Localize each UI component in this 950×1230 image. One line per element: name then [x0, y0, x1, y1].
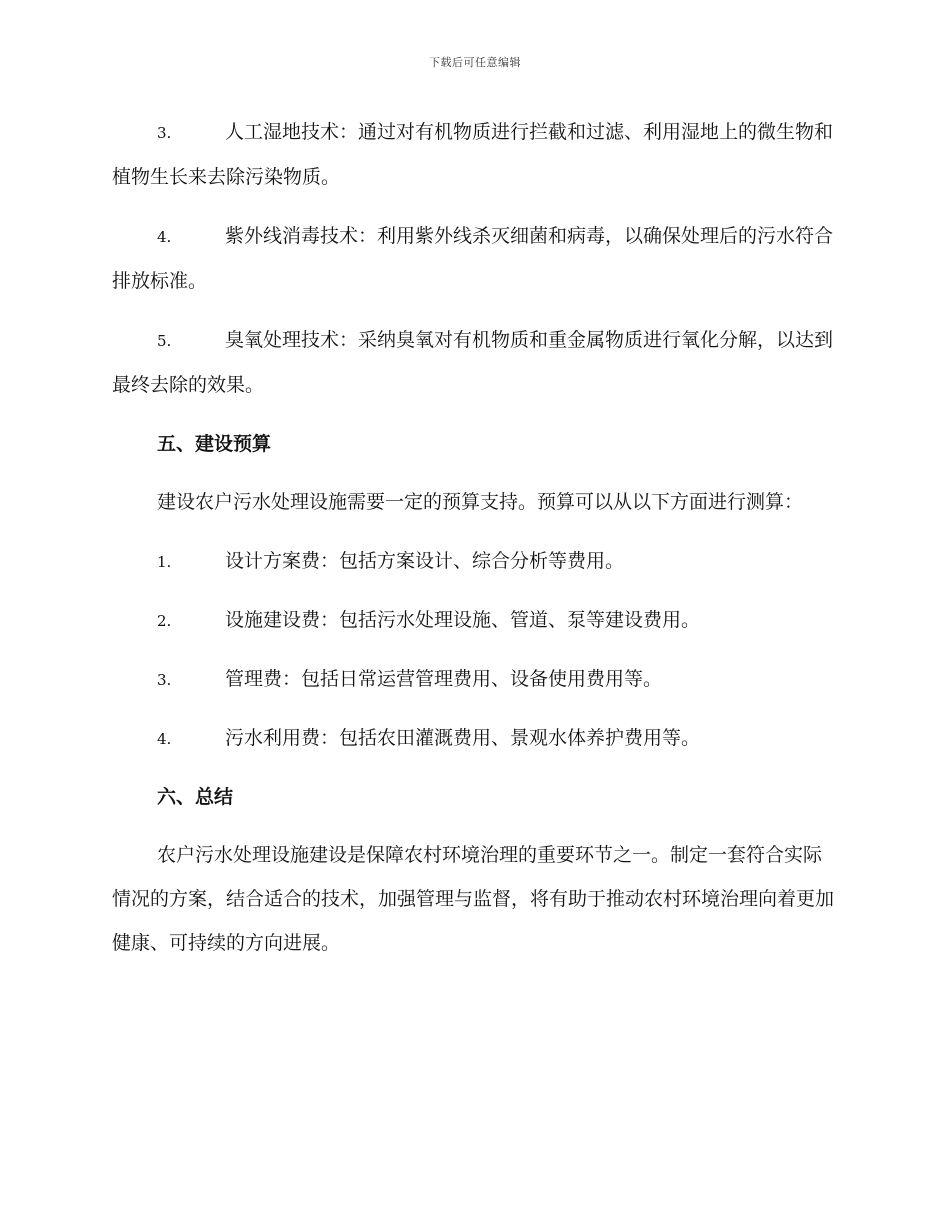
list-text: 臭氧处理技术：采纳臭氧对有机物质和重金属物质进行氧化分解，以达到最终去除的效果。 — [112, 329, 834, 396]
list-number: 3. — [157, 124, 172, 142]
list-item-tech-4 — [112, 214, 837, 303]
list-text: 设计方案费：包括方案设计、综合分析等费用。 — [225, 550, 625, 572]
list-number: 3. — [157, 671, 172, 689]
list-number: 4. — [157, 730, 172, 748]
section-heading-budget: 五、建设预算 — [157, 433, 272, 455]
list-number: 2. — [157, 612, 172, 630]
page-header: 下载后可任意编辑 — [429, 56, 521, 69]
list-item-budget-1 — [112, 539, 837, 584]
list-text: 人工湿地技术：通过对有机物质进行拦截和过滤、利用湿地上的微生物和植物生长来去除污染物质。 — [112, 121, 834, 188]
list-item-budget-4 — [112, 716, 837, 761]
list-item-budget-3 — [112, 657, 837, 702]
summary-paragraph: 农户污水处理设施建设是保障农村环境治理的重要环节之一。制定一套符合实际情况的方案，结合适合的技术，加强管理与监督，将有助于推动农村环境治理向着更加健康、可持续的方向进展。 — [112, 844, 835, 954]
list-item-budget-2 — [112, 598, 837, 643]
list-item-tech-3 — [112, 110, 837, 199]
list-text: 管理费：包括日常运营管理费用、设备使用费用等。 — [225, 668, 663, 690]
list-number: 1. — [157, 553, 172, 571]
list-item-tech-5 — [112, 318, 837, 407]
budget-intro-paragraph: 建设农户污水处理设施需要一定的预算支持。预算可以从以下方面进行测算： — [157, 491, 804, 513]
list-text: 设施建设费：包括污水处理设施、管道、泵等建设费用。 — [225, 609, 701, 631]
section-heading-summary: 六、总结 — [157, 786, 234, 808]
list-number: 4. — [157, 228, 172, 246]
list-number: 5. — [157, 332, 172, 350]
list-text: 污水利用费：包括农田灌溉费用、景观水体养护费用等。 — [225, 727, 701, 749]
list-text: 紫外线消毒技术：利用紫外线杀灭细菌和病毒，以确保处理后的污水符合排放标准。 — [112, 225, 834, 292]
document-body — [112, 110, 837, 980]
